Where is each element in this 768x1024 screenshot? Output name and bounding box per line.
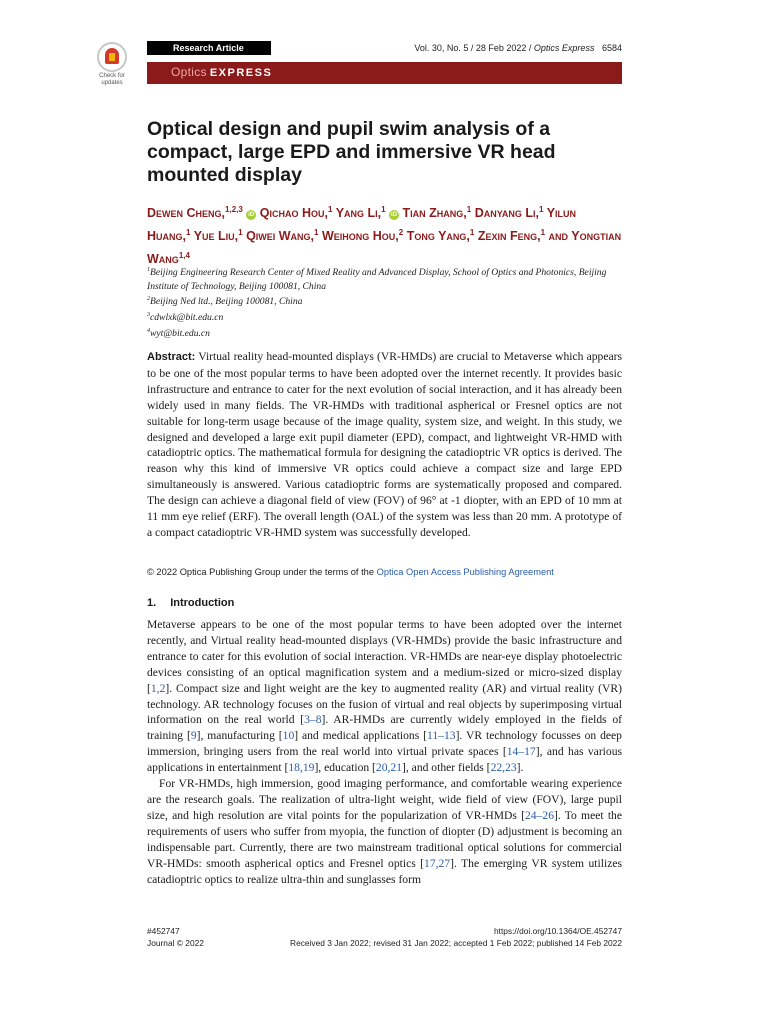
journal-brand-bar [147,62,622,84]
citation-link[interactable]: 22,23 [490,761,517,775]
brand-part1: Optics [171,65,207,79]
affiliation-entry [147,264,617,293]
affiliation-entry [147,293,617,309]
citation-link[interactable]: 14–17 [506,745,536,759]
affiliation-text: cdwlxk@bit.edu.cn [150,312,224,324]
affiliations [147,264,617,341]
body-text: ] and medical applications [ [294,729,427,743]
introduction-body [147,617,622,887]
body-text: ]. AR-HMDs are currently widely employed in the fields of training [ [147,713,622,743]
affiliation-mark: 2 [147,296,150,303]
author-affiliation-mark: 1 [314,228,319,238]
citation-link[interactable]: 24–26 [525,808,554,822]
article-type-label: Research Article [147,41,271,55]
author-list [147,200,622,269]
article-title: Optical design and pupil swim analysis of a compact, large EPD and immersive VR head mounted display [147,118,556,186]
body-text: ], and has various applications in entertainment [ [147,745,623,775]
author-affiliation-mark: 1 [466,205,472,214]
copyright-text: © 2022 Optica Publishing Group under the terms of the [147,567,375,577]
citation-link[interactable]: 20,21 [375,761,403,775]
body-text: ]. The emerging VR system utilizes catadioptric optics to realize ultra-thin and sunglasses form [147,856,622,886]
author-affiliation-mark: 1 [381,205,386,214]
author-affiliation-mark: 1,4 [178,251,190,261]
affiliation-text: wyt@bit.edu.cn [150,328,210,340]
author-name: Qiwei Wang, [246,229,315,244]
volume-info [414,41,622,55]
journal-copyright: Journal © 2022 [147,938,204,948]
author-name: Tong Yang, [406,229,470,244]
body-text: ], and other fields [ [402,761,491,775]
citation-link[interactable]: 1,2 [150,681,166,695]
abstract-label: Abstract: [147,351,196,363]
copyright-notice [147,567,622,577]
orcid-icon[interactable]: iD [391,212,398,219]
section-heading-introduction [147,597,248,609]
brand-part2: EXPRESS [209,67,273,79]
body-text: Metaverse appears to be one of the most popular terms to have been adopted over the internet recently, and Virtual reality head-mounted displays (VR-HMDs) provide the basic infrastructure and entrance to cater for this evolution of social interaction. VR-HMDs are near-eye display photoelectric devices consisting of an optical magnification system and a medium-sized or micro-sized display [ [147,618,622,695]
citation-link[interactable]: 18,19 [288,761,315,775]
body-text: ]. To meet the requirements of users who suffer from myopia, the function of diopter (D) adjustment is becoming an indispensable part. Currently, there are two mainstream traditional optical solutions for commercial VR-HMDs: smooth aspherical optics and Fresnel optics [ [147,808,622,870]
affiliation-mark: 1 [147,267,150,273]
body-text: ], manufacturing [ [196,729,283,743]
affiliation-text: Beijing Engineering Research Center of Mixed Reality and Advanced Display, School of Optics and Photonics, Beijing Institute of Technology, Beijing 100081, China [147,267,607,292]
journal-name: Optics Express [533,43,595,53]
body-text: ], education [ [314,761,376,775]
check-updates-icon [97,42,127,72]
intro-paragraph-2 [147,776,622,887]
section-title: Introduction [170,597,235,609]
author-name: and Yongtian Wang [147,229,622,267]
author-affiliation-mark: 1 [327,205,333,214]
badge-line2: updates [101,80,123,86]
author-name: Dewen Cheng, [147,206,226,221]
badge-line1: Check for [99,73,125,79]
publication-dates: Received 3 Jan 2022; revised 31 Jan 2022; accepted 1 Feb 2022; published 14 Feb 2022 [290,938,622,948]
author-affiliation-mark: 1 [469,228,475,238]
affiliation-entry [147,309,617,325]
author-affiliation-mark: 1 [538,205,544,214]
author-name: Weihong Hou, [321,229,399,244]
open-access-link[interactable]: Optica Open Access Publishing Agreement [376,567,554,577]
author-affiliation-mark: 1 [540,228,546,238]
orcid-icon[interactable]: iD [248,212,255,219]
body-text: ]. VR technology focusses on deep immersion, bringing users from the real world into virtual private spaces [ [147,729,622,759]
author-name: Zexin Feng, [477,229,541,244]
section-number: 1. [147,597,157,609]
abstract [147,349,622,541]
author-name: Yilun Huang, [147,206,577,244]
affiliation-entry [147,325,617,341]
citation-link[interactable]: 9 [190,729,197,743]
affiliation-mark: 4 [147,327,150,334]
check-for-updates-badge[interactable] [92,42,132,88]
author-name: Yue Liu, [193,229,239,244]
author-affiliation-mark: 1 [186,228,191,238]
doi-link[interactable]: https://doi.org/10.1364/OE.452747 [493,926,622,936]
citation-link[interactable]: 11–13 [427,729,456,743]
body-text: For VR-HMDs, high immersion, good imaging performance, and comfortable wearing experience are the research goals. The realization of ultra-light weight, wide field of view (FOV), large pupil size, and high resolution are vital points for the popularization of VR-HMDs [ [147,777,622,822]
volume-text: Vol. 30, No. 5 / 28 Feb 2022 / [414,43,532,53]
article-id: #452747 [147,926,180,936]
page-number: 6584 [601,43,622,53]
citation-link[interactable]: 17,27 [424,856,451,870]
abstract-text: Virtual reality head-mounted displays (VR-HMDs) are crucial to Metaverse which appears to be one of the most popular terms to have been adopted over the internet recently. It provides basic infrastructure and entrance to cater for the next evolution of social interaction, and it has already been widely used in many fields. The VR-HMDs with traditional aspherical or Fresnel optics are not suitable for long-term usage because of the image quality, system size, and weight. In this study, we designed and developed a large exit pupil diameter (EPD), compact, and lightweight VR-HMD with catadioptric optics. The mathematical formula for designing the catadioptric VR optics is derived. The reason why this kind of immersive VR optics could achieve a compact size and large EPD simultaneously is answered. Various catadioptric forms are systematically proposed and compared. The design can achieve a diagonal field of view (FOV) of 96° at -1 diopter, with an EPD of 10 mm at 11 mm eye relief (ERF). The overall length (OAL) of the system was less than 20 mm. A prototype of a compact catadioptric VR-HMD system was successfully developed. [147,350,622,539]
author-name: Yang Li, [335,206,382,221]
intro-paragraph-1 [147,617,622,776]
author-name: Danyang Li, [474,206,539,221]
body-text: ]. Compact size and light weight are the key to augmented reality (AR) and virtual reality (VR) technology. AR technology focuses on the fusion of virtual and real objects by superimposing virtual information on the real world [ [147,681,622,727]
author-name: Tian Zhang, [402,206,467,221]
author-affiliation-mark: 1 [238,228,243,238]
author-affiliation-mark: 1,2,3 [225,205,243,214]
author-name: Qichao Hou, [259,206,328,221]
journal-logo [171,65,272,79]
running-header [147,41,622,55]
body-text: ]. [516,761,524,775]
affiliation-mark: 3 [147,312,150,319]
author-affiliation-mark: 2 [398,228,404,238]
citation-link[interactable]: 10 [282,729,295,743]
affiliation-text: Beijing Ned ltd., Beijing 100081, China [150,296,303,308]
citation-link[interactable]: 3–8 [304,713,322,727]
